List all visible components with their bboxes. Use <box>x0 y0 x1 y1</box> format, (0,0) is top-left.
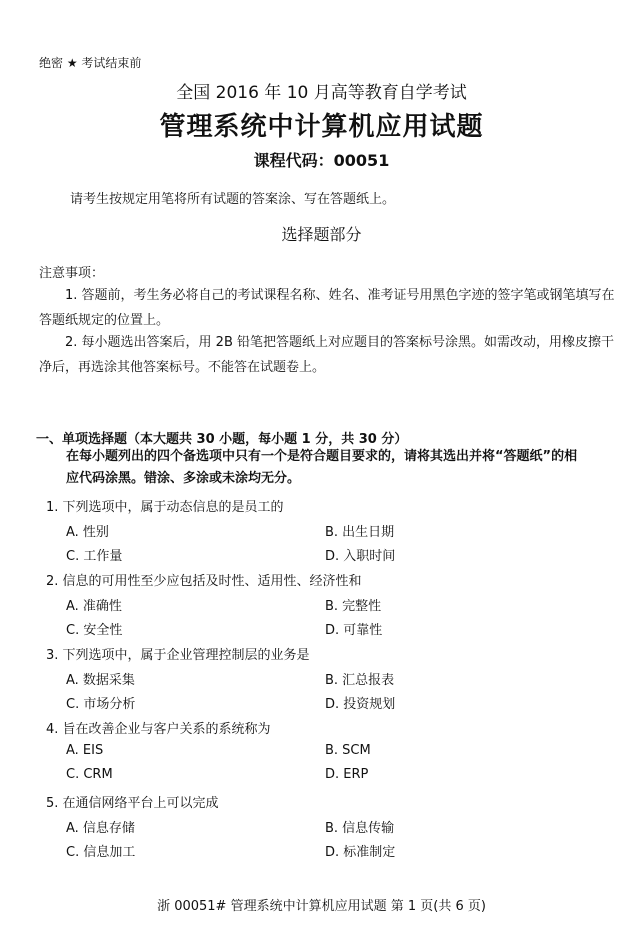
option-b: B. 信息传输 <box>325 821 395 836</box>
section-heading: 一、单项选择题（本大题共 30 小题，每小题 1 分，共 30 分） <box>36 432 408 447</box>
course-code: 课程代码：00051 <box>253 151 390 170</box>
option-a: A. 数据采集 <box>66 673 135 688</box>
option-c: C. 工作量 <box>66 549 123 564</box>
option-a: A. 性别 <box>66 525 109 540</box>
section-description: 在每小题列出的四个备选项中只有一个是符合题目要求的，请将其选出并将“答题纸”的相应代码涂黑。错涂、多涂或未涂均无分。 <box>66 449 578 486</box>
option-c: C. 信息加工 <box>66 845 136 860</box>
notes-heading: 注意事项： <box>39 266 105 281</box>
part-title: 选择题部分 <box>281 225 362 244</box>
question-stem: 1. 下列选项中，属于动态信息的是员工的 <box>46 500 284 515</box>
option-d: D. ERP <box>325 767 369 782</box>
option-d: D. 入职时间 <box>325 549 396 564</box>
option-c: C. 安全性 <box>66 623 123 638</box>
option-a: A. 准确性 <box>66 599 122 614</box>
option-c: C. 市场分析 <box>66 697 136 712</box>
exam-title: 全国 2016 年 10 月高等教育自学考试 <box>176 83 467 103</box>
option-b: B. 汇总报表 <box>325 673 395 688</box>
question-stem: 3. 下列选项中，属于企业管理控制层的业务是 <box>46 648 310 663</box>
option-c: C. CRM <box>66 767 113 782</box>
question-stem: 2. 信息的可用性至少应包括及时性、适用性、经济性和 <box>46 574 362 589</box>
answer-instruction: 请考生按规定用笔将所有试题的答案涂、写在答题纸上。 <box>70 192 396 207</box>
note-item: 1. 答题前，考生务必将自己的考试课程名称、姓名、准考证号用黑色字迹的签字笔或钢笔填写在答题纸规定的位置上。 <box>39 288 615 328</box>
note-item: 2. 每小题选出答案后，用 2B 铅笔把答题纸上对应题目的答案标号涂黑。如需改动，用橡皮擦干净后，再选涂其他答案标号。不能答在试题卷上。 <box>39 335 614 375</box>
option-d: D. 可靠性 <box>325 623 383 638</box>
question-stem: 5. 在通信网络平台上可以完成 <box>46 796 219 811</box>
page-footer: 浙 00051# 管理系统中计算机应用试题 第 1 页(共 6 页) <box>157 899 486 914</box>
option-b: B. 出生日期 <box>325 525 395 540</box>
option-a: A. EIS <box>66 743 104 758</box>
option-d: D. 标准制定 <box>325 845 396 860</box>
paper-title: 管理系统中计算机应用试题 <box>159 112 484 142</box>
option-d: D. 投资规划 <box>325 697 396 712</box>
option-a: A. 信息存储 <box>66 821 135 836</box>
option-b: B. 完整性 <box>325 599 382 614</box>
secret-mark: 绝密 ★ 考试结束前 <box>39 56 142 70</box>
question-stem: 4. 旨在改善企业与客户关系的系统称为 <box>46 722 271 737</box>
option-b: B. SCM <box>325 743 371 758</box>
